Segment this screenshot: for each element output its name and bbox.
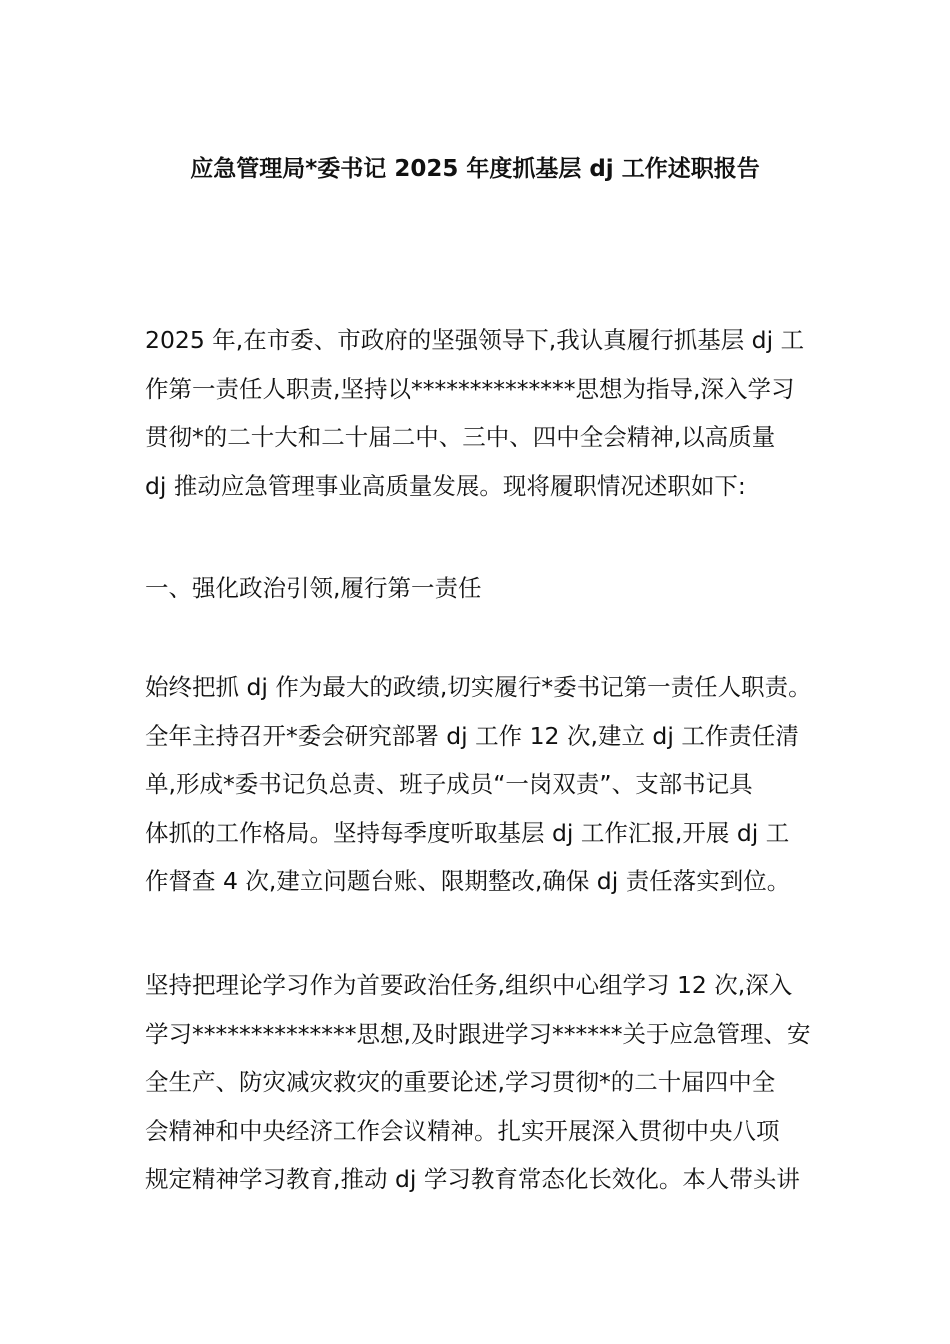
paragraph-line: 坚持把理论学习作为首要政治任务,组织中心组学习 12 次,深入	[145, 971, 793, 999]
body-paragraph-1	[145, 663, 815, 906]
section-heading-text: 一、强化政治引领,履行第一责任	[145, 574, 482, 602]
intro-paragraph	[145, 316, 815, 510]
section-heading	[145, 564, 815, 613]
paragraph-line: 全年主持召开*委会研究部署 dj 工作 12 次,建立 dj 工作责任清	[145, 721, 799, 750]
document-title: 应急管理局*委书记 2025 年度抓基层 dj 工作述职报告	[190, 156, 760, 182]
paragraph-line: 作督查 4 次,建立问题台账、限期整改,确保 dj 责任落实到位。	[145, 867, 791, 895]
paragraph-line: 全生产、防灾减灾救灾的重要论述,学习贯彻*的二十届四中全	[145, 1068, 776, 1096]
paragraph-line: 体抓的工作格局。坚持每季度听取基层 dj 工作汇报,开展 dj 工	[145, 818, 790, 847]
paragraph-line: 始终把抓 dj 作为最大的政绩,切实履行*委书记第一责任人职责。	[145, 673, 812, 701]
paragraph-line: 贯彻*的二十大和二十届二中、三中、四中全会精神,以高质量	[145, 423, 776, 451]
paragraph-line: 会精神和中央经济工作会议精神。扎实开展深入贯彻中央八项	[145, 1116, 780, 1145]
paragraph-line: 学习**************思想,及时跟进学习******关于应急管理、安	[145, 1019, 811, 1048]
paragraph-line: 作第一责任人职责,坚持以**************思想为指导,深入学习	[145, 374, 795, 403]
body-paragraph-2	[145, 961, 815, 1204]
paragraph-line: 2025 年,在市委、市政府的坚强领导下,我认真履行抓基层 dj 工	[145, 326, 805, 354]
paragraph-line: 单,形成*委书记负总责、班子成员“一岗双责”、支部书记具	[145, 770, 753, 798]
paragraph-line: 规定精神学习教育,推动 dj 学习教育常态化长效化。本人带头讲	[145, 1165, 800, 1193]
paragraph-line: dj 推动应急管理事业高质量发展。现将履职情况述职如下:	[145, 471, 746, 500]
